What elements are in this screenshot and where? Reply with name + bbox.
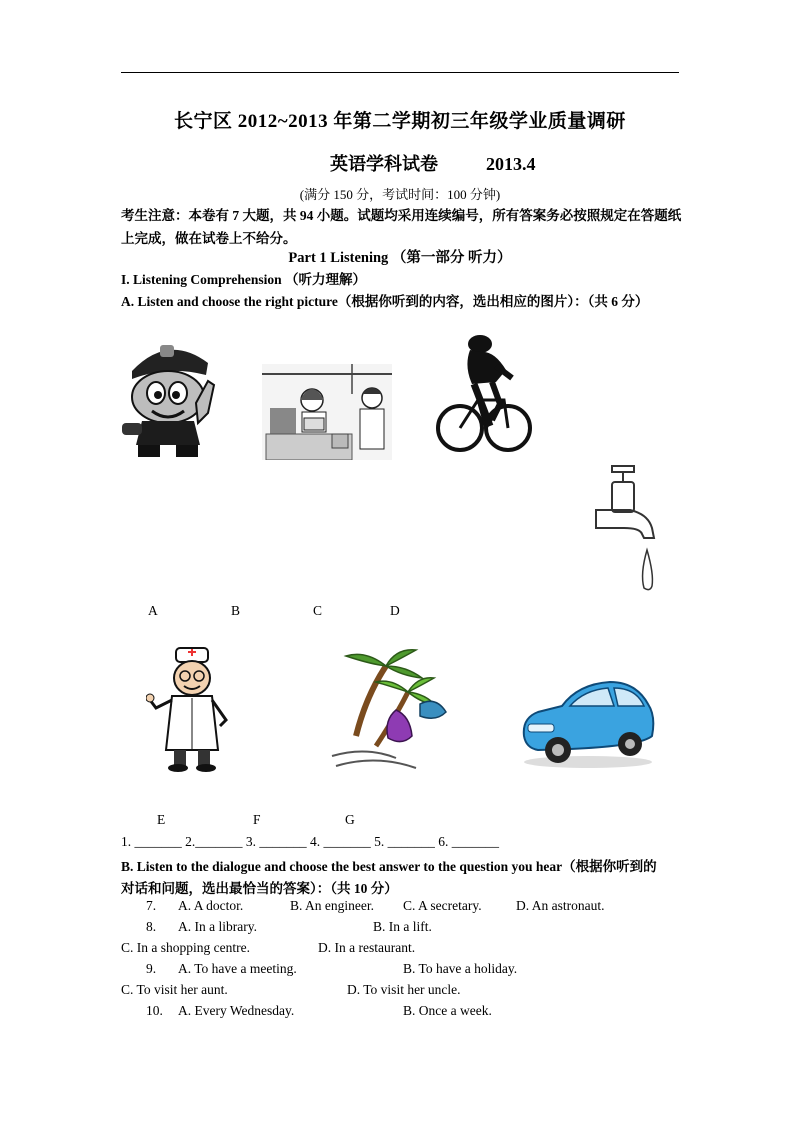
q7-number: 7. (146, 898, 157, 913)
q9-option-d: D. To visit her uncle. (347, 982, 461, 997)
q8-option-a: A. In a library. (178, 919, 257, 934)
q9-option-c: C. To visit her aunt. (121, 982, 228, 997)
dripping-tap-icon (594, 464, 658, 594)
q9-number: 9. (146, 961, 157, 976)
q10-number: 10. (146, 1003, 163, 1018)
q8-option-c: C. In a shopping centre. (121, 940, 250, 955)
doctor-cartoon-icon (146, 646, 236, 774)
car-icon (518, 670, 658, 770)
q10-option-b: B. Once a week. (403, 1003, 492, 1018)
section-b-heading-line1: B. Listen to the dialogue and choose the best answer to the question you hear（根据你听到的 (121, 859, 657, 874)
section-a-heading: A. Listen and choose the right picture（根据你听到的内容，选出相应的图片）：（共 6 分） (121, 294, 649, 309)
picture-label-g: G (345, 812, 355, 827)
policeman-cartoon-icon (118, 333, 218, 459)
q8-option-d: D. In a restaurant. (318, 940, 416, 955)
part1-title: Part 1 Listening （第一部分 听力） (288, 250, 512, 266)
section-i-heading: I. Listening Comprehension （听力理解） (121, 272, 367, 287)
q8-number: 8. (146, 919, 157, 934)
q7-option-d: D. An astronaut. (516, 898, 605, 913)
picture-label-e: E (157, 812, 166, 827)
picture-label-c: C (313, 603, 323, 618)
picture-label-b: B (231, 603, 241, 618)
hospital-visit-icon (262, 364, 392, 460)
picture-label-a: A (148, 603, 158, 618)
q9-option-a: A. To have a meeting. (178, 961, 297, 976)
exam-date: 2013.4 (486, 154, 536, 174)
exam-info: (满分 150 分，考试时间：100 分钟) (299, 187, 501, 202)
exam-title: 长宁区 2012~2013 年第二学期初三年级学业质量调研 (174, 111, 626, 132)
q8-option-b: B. In a lift. (373, 919, 432, 934)
q7-option-b: B. An engineer. (290, 898, 374, 913)
cyclist-icon (434, 330, 532, 458)
exam-notice: 考生注意：本卷有 7 大题，共 94 小题。试题均采用连续编号，所有答案务必按照规定在答题纸上完成，做在试卷上不给分。 (121, 208, 682, 246)
q9-option-b: B. To have a holiday. (403, 961, 518, 976)
picture-label-f: F (253, 812, 261, 827)
answer-blanks: 1. _______ 2._______ 3. _______ 4. _______ 5. _______ 6. _______ (121, 834, 499, 849)
q7-option-a: A. A doctor. (178, 898, 244, 913)
top-rule (121, 72, 679, 73)
exam-subject-line (330, 150, 536, 176)
q10-option-a: A. Every Wednesday. (178, 1003, 295, 1018)
q7-option-c: C. A secretary. (403, 898, 482, 913)
picture-label-d: D (390, 603, 400, 618)
exam-subject: 英语学科试卷 (330, 154, 438, 174)
windy-weather-icon (326, 646, 450, 774)
section-b-heading-line2: 对话和问题，选出最恰当的答案）：（共 10 分） (121, 881, 398, 896)
